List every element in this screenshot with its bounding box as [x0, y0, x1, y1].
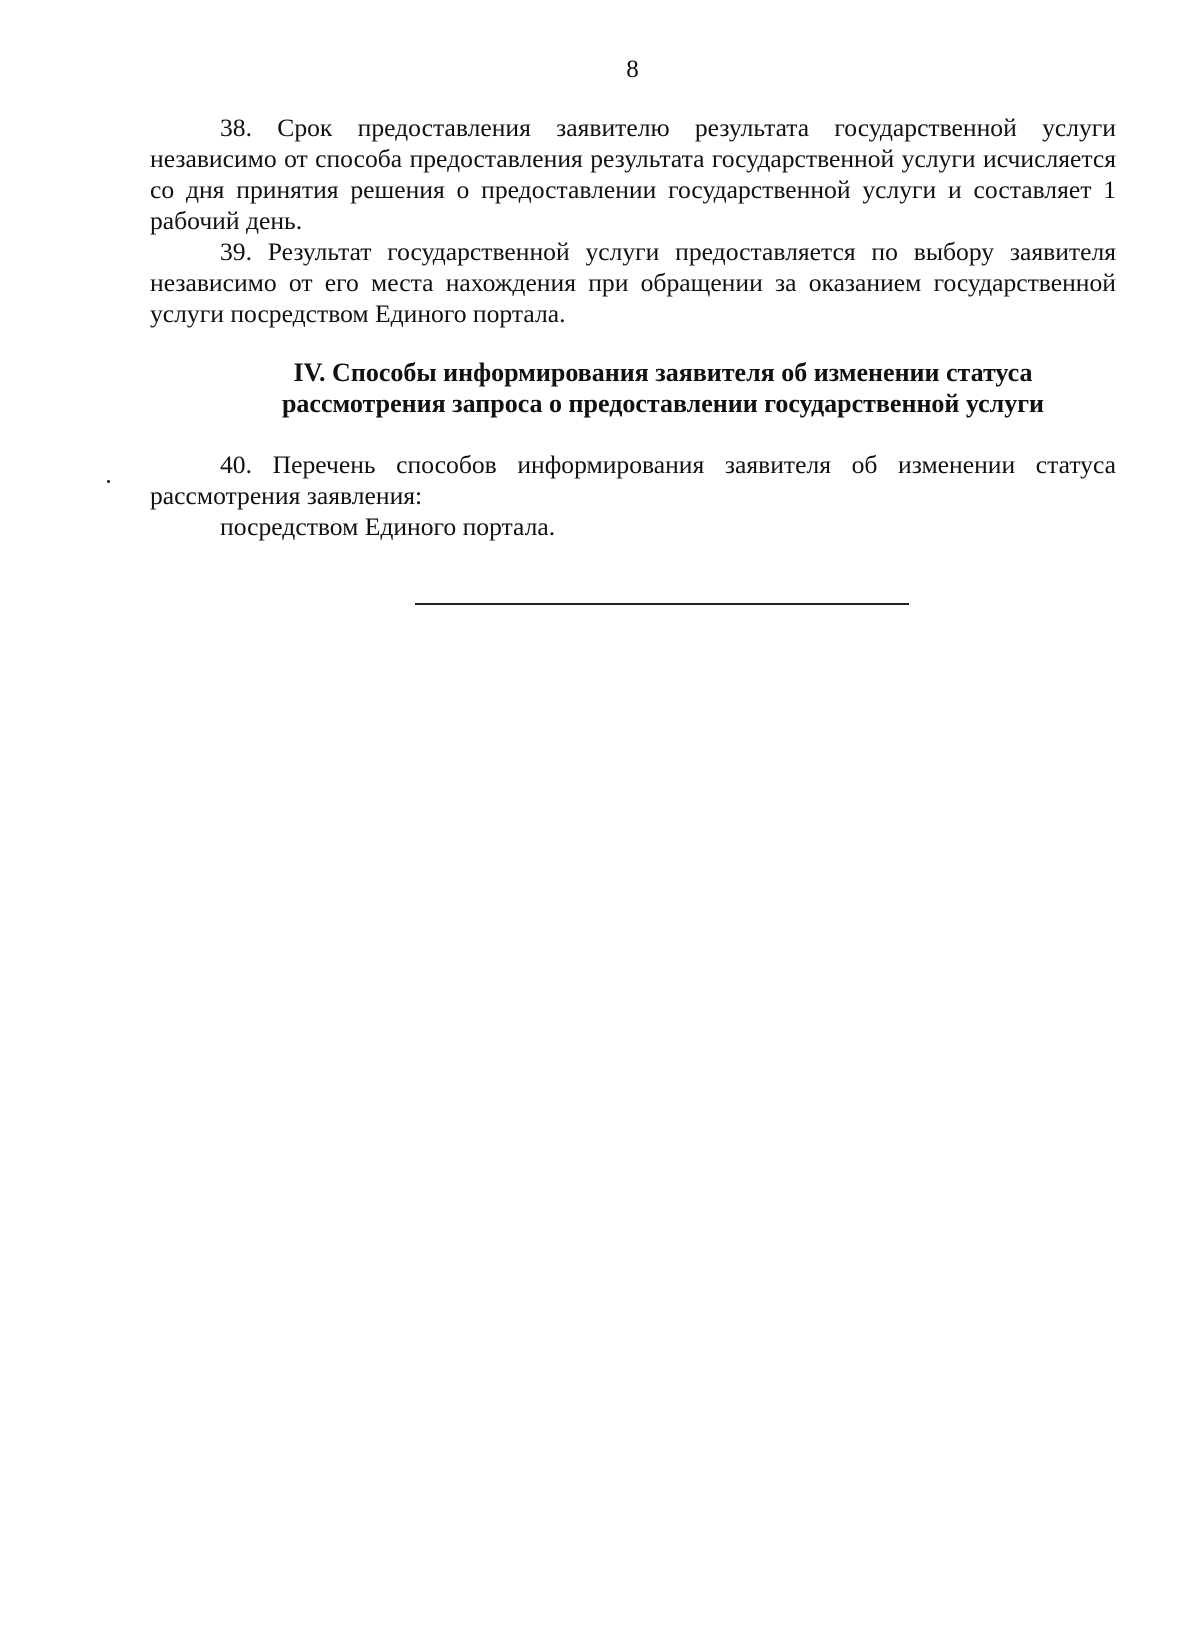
- document-body: [150, 112, 1116, 542]
- page-number: 8: [626, 56, 639, 83]
- scan-artifact-dot: [107, 480, 110, 483]
- paragraph-38: 38. Срок предоставления заявителю результата государственной услуги независимо от способа предоставления результата государственной услуги исчисляется со дня принятия решения о предоставлении государственной услуги и составляет 1 рабочий день.: [150, 113, 1116, 235]
- section-heading-line-1: IV. Способы информирования заявителя об изменении статуса: [293, 358, 1033, 387]
- end-of-text-rule: [415, 603, 909, 605]
- paragraph-40-item: посредством Единого портала.: [220, 512, 556, 541]
- section-heading: [150, 357, 1116, 419]
- section-heading-line-2: рассмотрения запроса о предоставлении государственной услуги: [281, 389, 1045, 418]
- paragraph-39: 39. Результат государственной услуги предоставляется по выбору заявителя независимо от его места нахождения при обращении за оказанием государственной услуги посредством Единого портала.: [150, 237, 1116, 328]
- spacer: [150, 419, 1116, 449]
- paragraph-40: 40. Перечень способов информирования заявителя об изменении статуса рассмотрения заявления:: [150, 450, 1116, 510]
